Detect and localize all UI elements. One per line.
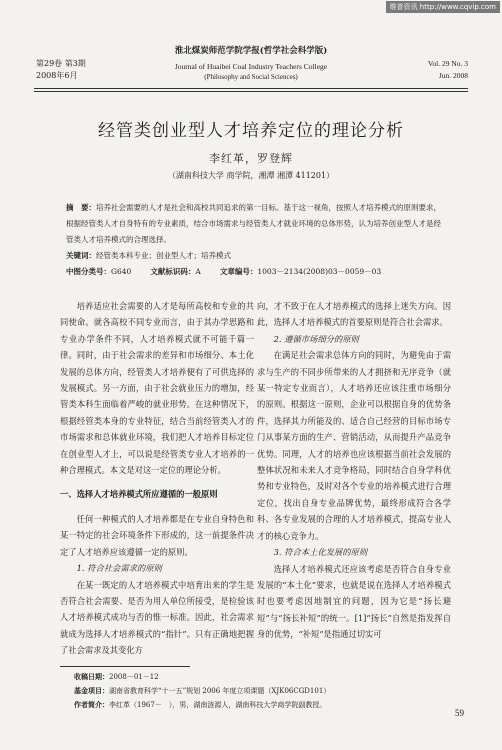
keywords <box>66 250 231 261</box>
volume-cn: 第29卷 第3期 <box>36 59 86 68</box>
clc-value: G640 <box>111 267 132 276</box>
doc-code-label: 文献标识码： <box>150 267 196 276</box>
article-number-value: 1003－2134(2008)03－0059－03 <box>257 267 382 276</box>
page-number: 59 <box>455 708 464 718</box>
keywords-text: 经管类本科专业；创业型人才；培养模式 <box>96 251 231 260</box>
fund-info <box>74 686 330 696</box>
fund-label: 基金项目： <box>74 686 109 695</box>
paragraph: 选择人才培养模式还应该考虑是否符合自身专业发展的“本土化”要求，也就是说在选择人才培养模式时也要考虑因地制宜的问题，因为它是“扬长避短”与“扬长补短”的统一。[1]“扬长”自然是指发挥自身的优势，“补短”是指通过切实可 <box>257 563 451 640</box>
classification-line <box>66 266 381 277</box>
paper-title: 经管类创业型人才培养定位的理论分析 <box>98 121 404 141</box>
issue-info-cn <box>36 58 86 82</box>
clc-label: 中图分类号： <box>66 267 111 276</box>
author-bio <box>74 700 326 710</box>
subsection-heading: 2. 遵循市场细分的原则 <box>273 333 359 344</box>
journal-subtitle-en: (Philosophy and Social Sciences) <box>204 73 298 81</box>
doc-code-value: A <box>195 267 201 276</box>
abstract <box>66 200 442 248</box>
paragraph: 在某一既定的人才培养模式中培育出来的学生是否符合社会需要、是否为用人单位所接受，是检验该人才培养模式成功与否的惟一标准。因此，社会需求就成为选择人才培养模式的“指针”。只有正确地把握了社会需求及其变化方 <box>60 579 254 656</box>
paragraph: 培养适应社会需要的人才是每所高校和专业的共同使命。就各高校不同专业而言，由于其办学思路和专业办学条件不同，人才培养模式就不可能千篇一律。同时，由于社会需求的差异和市场细分、本土化发展的总体方向，经管类人才培养便有了可供选择的发展模式。另一方面，由于社会就业压力的增加，经管类本科生面临着严峻的就业形势。在这种情况下，根据经管类本身的专业特征，结合当前经管类人才的市场需求和总体就业环境，我们把人才培养目标定位在创业型人才上，可以说是经管类专业人才培养的一种合理模式。本文是对这一定位的理论分析。 <box>60 301 254 476</box>
footnote-rule <box>60 666 190 667</box>
received-value: 2008－01－12 <box>109 673 159 681</box>
journal-header <box>140 44 362 81</box>
article-number-label: 文章编号： <box>219 267 258 276</box>
issue-info-en <box>428 58 468 82</box>
journal-title-en: Journal of Huaibei Coal Industry Teachers College <box>174 62 328 71</box>
abstract-label: 摘 要： <box>66 203 96 212</box>
date-en: Jun. 2008 <box>438 71 468 80</box>
date-cn: 2008年6月 <box>36 71 78 80</box>
watermark: 维普资讯 http://www.cqvip.com <box>386 1 500 13</box>
header-rule <box>34 88 468 89</box>
subsection-heading: 1. 符合社会需求的原则 <box>76 563 162 574</box>
received-label: 收稿日期： <box>74 672 109 681</box>
author-affiliation: （湖南科技大学 商学院，湘潭 湘潭 411201） <box>167 171 335 180</box>
abstract-text: 培养社会需要的人才是社会和高校共同追求的第一目标。基于这一视角，按照人才培养模式的原则要求，根据经管类人才自身特有的专业素质，结合市场需求与经管类人才就业环境的总体形势，认为培养创业型人才是经管类人才培养模式的合理选择。 <box>66 203 441 244</box>
keywords-label: 关键词： <box>66 251 96 260</box>
paragraph: 向，才不致于在人才培养模式的选择上迷失方向。因此，选择人才培养模式的首要原则是符合社会需求。 <box>257 301 451 328</box>
author-bio-label: 作者简介： <box>74 700 109 709</box>
author-bio-value: 李红革（1967－ ），男，湖南涟源人，湖南科技大学商学院副教授。 <box>109 701 327 709</box>
paragraph: 任何一种模式的人才培养都是在专业自身特色和某一特定的社会环境条件下形成的，这一前提条件决定了人才培养应该遵循一定的原则。 <box>60 513 254 557</box>
subsection-heading: 3. 符合本土化发展的原则 <box>273 547 368 558</box>
paragraph: 在满足社会需求总体方向的同时，为避免由于需求与生产的不同步所带来的人才拥挤和无序竞争（就某一特定专业而言），人才培养还应该注重市场细分的原则。根据这一原则，企业可以根据自身的优势条件，选择其力所能及的、适合自己经营的目标市场专门从事某方面的生产、营销活动，从而提升产品竞争优势。同理，人才的培养也应该根据当前社会发展的整体状况和未来人才竞争格局，同时结合自身学科优势和专业特色，及时对各个专业的培养模式进行合理定位，找出自身专业品牌优势，最终形成符合各学科、各专业发展的合理的人才培养模式，提高专业人才的核心竞争力。 <box>257 350 451 541</box>
body-column-left <box>60 298 254 659</box>
journal-title-cn: 淮北煤炭师范学院学报(哲学社会科学版) <box>174 46 328 56</box>
fund-value: 湖南省教育科学“十一五”规划 2006 年度立项课题（XJK06CGD101） <box>109 687 331 695</box>
paper-authors: 李红革，罗登辉 <box>209 152 293 165</box>
header-rule-thin <box>34 91 468 92</box>
body-column-right <box>257 298 451 643</box>
received-date <box>74 672 159 682</box>
volume-en: Vol. 29 No. 3 <box>427 59 468 68</box>
section-heading: 一、选择人才培养模式所应遵循的一般原则 <box>60 489 218 500</box>
